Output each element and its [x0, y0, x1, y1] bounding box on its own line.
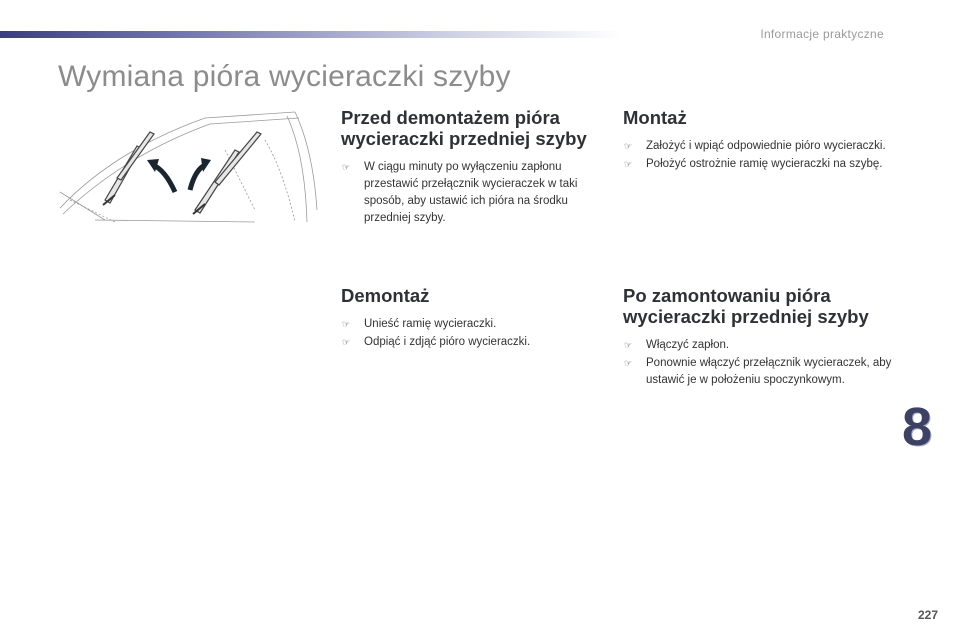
- section-title: Informacje praktyczne: [760, 27, 884, 41]
- pointing-hand-icon: ☞: [624, 340, 633, 350]
- section-after-mounting-title: Po zamontowaniu pióra wycieraczki przedniej szyby: [623, 285, 869, 327]
- section-mounting: [623, 107, 893, 174]
- list-item: ☞ Ponownie włączyć przełącznik wycieraczek, aby ustawić je w położeniu spoczynkowym.: [624, 357, 892, 386]
- pointing-hand-icon: ☞: [342, 319, 351, 329]
- list-item: ☞ Odpiąć i zdjąć pióro wycieraczki.: [341, 334, 611, 351]
- section-before-removal: [341, 107, 611, 228]
- pointing-hand-icon: ☞: [624, 141, 633, 151]
- header-gradient-bar: [0, 31, 620, 38]
- pointing-hand-icon: ☞: [342, 337, 351, 347]
- pointing-hand-icon: ☞: [624, 159, 633, 169]
- section-mounting-title: Montaż: [623, 107, 687, 128]
- section-removal-title: Demontaż: [341, 285, 430, 306]
- pointing-hand-icon: ☞: [342, 162, 351, 172]
- section-before-removal-title: Przed demontażem pióra wycieraczki przedniej szyby: [341, 107, 587, 149]
- chapter-number: 8: [902, 397, 933, 457]
- list-item: ☞ Włączyć zapłon.: [623, 337, 893, 354]
- list-item: ☞ Położyć ostrożnie ramię wycieraczki na szybę.: [623, 156, 893, 173]
- list-item: ☞ Unieść ramię wycieraczki.: [341, 316, 611, 333]
- page-title: Wymiana pióra wycieraczki szyby: [58, 60, 511, 93]
- pointing-hand-icon: ☞: [624, 358, 633, 368]
- section-removal: [341, 285, 611, 352]
- list-item: ☞ Założyć i wpiąć odpowiednie pióro wycieraczki.: [623, 138, 893, 155]
- list-item: ☞ W ciągu minuty po wyłączeniu zapłonu przestawić przełącznik wycieraczek w taki sposób, aby ustawić ich pióra na środku przedniej szyby.: [342, 161, 578, 224]
- page-number: 227: [917, 608, 938, 622]
- windshield-wipers-illustration: [55, 110, 320, 230]
- section-after-mounting: [623, 285, 893, 390]
